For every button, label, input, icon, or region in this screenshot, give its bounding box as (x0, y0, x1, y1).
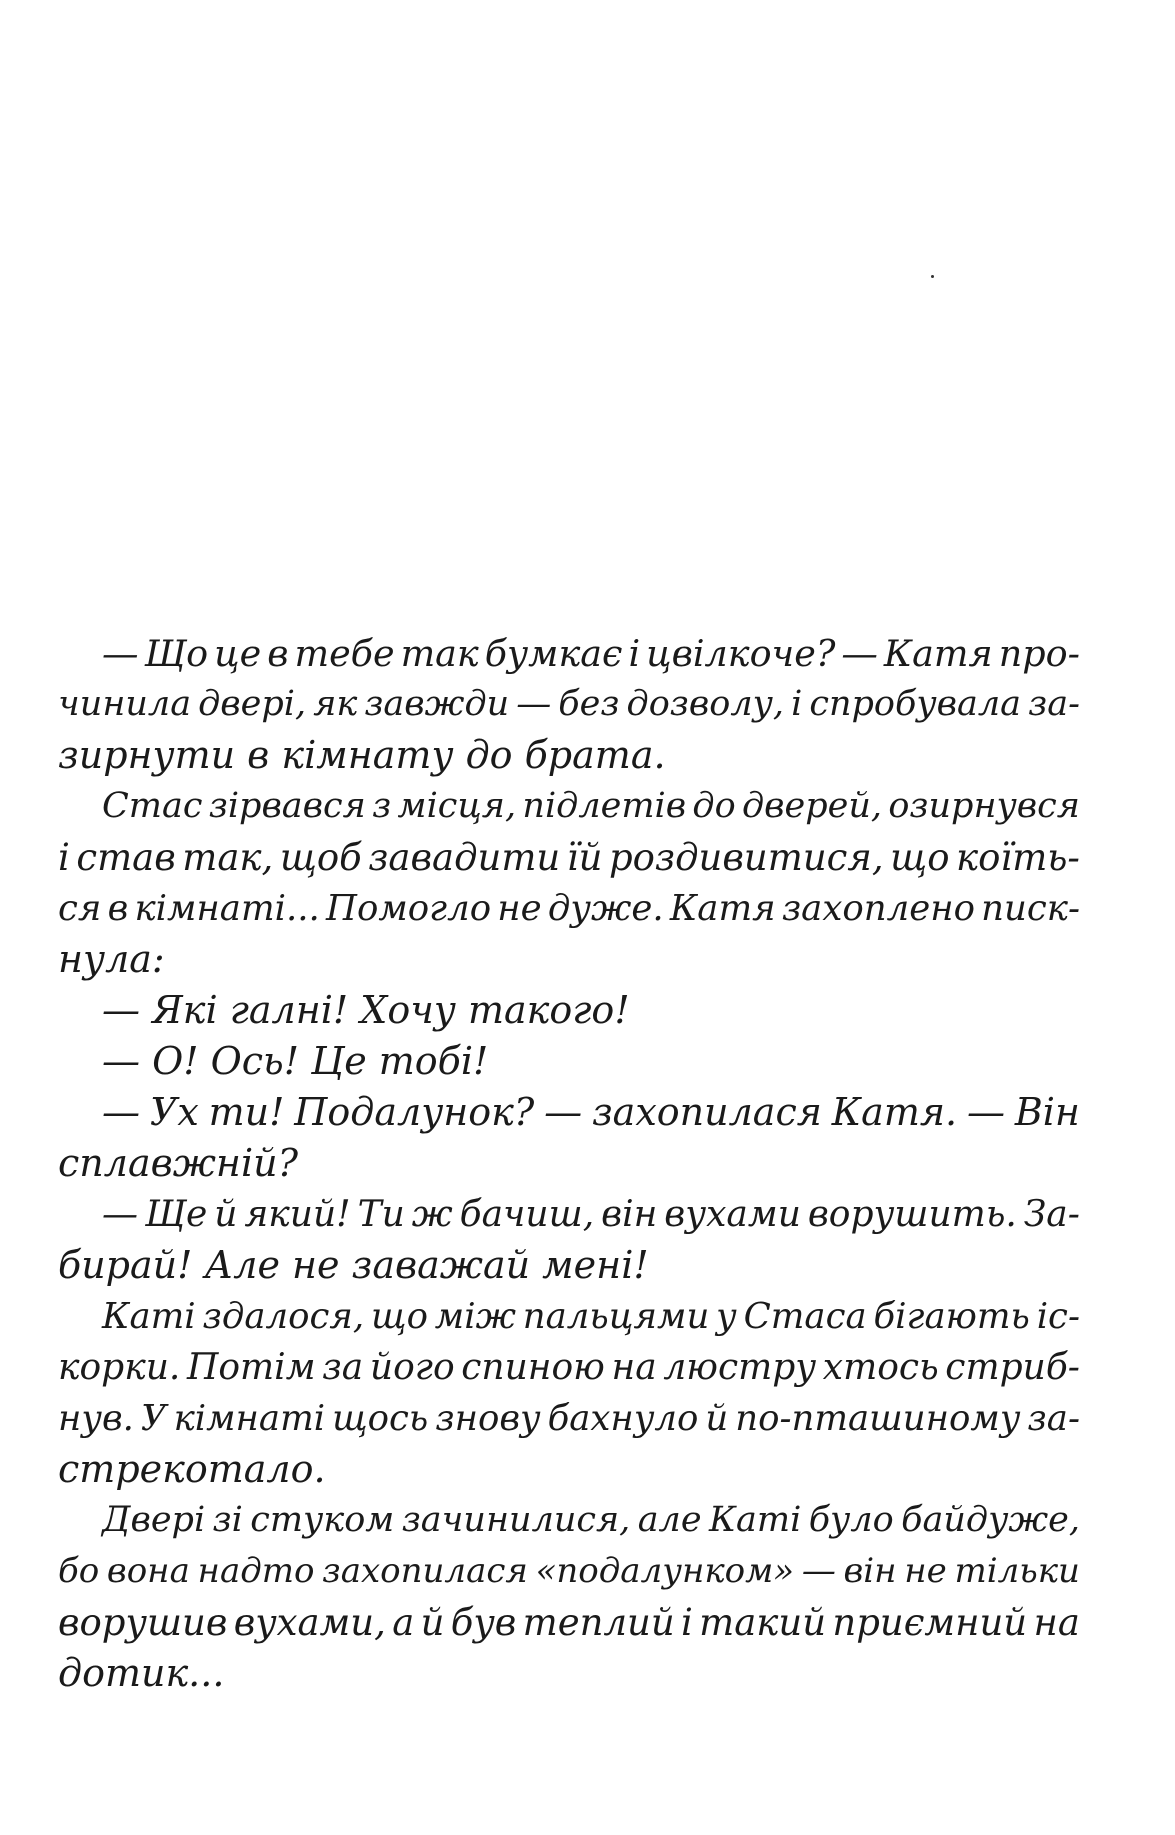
text-line: ворушив вухами, а й був теплий і такий приємний на (58, 1601, 1080, 1644)
text-line: дотик... (58, 1651, 225, 1695)
text-line: чинила двері, як завжди — без дозволу, і спробувала за- (58, 684, 1080, 724)
text-line: зирнути в кімнату до брата. (58, 733, 666, 777)
text-line: корки. Потім за його спиною на люстру хтось стриб- (58, 1347, 1080, 1388)
text-line: — Які галні! Хочу такого! (102, 988, 630, 1032)
text-line: Стас зірвався з місця, підлетів до дверей, озирнувся (102, 786, 1080, 826)
story-text (58, 628, 1080, 1699)
text-line: бирай! Але не заважай мені! (58, 1243, 649, 1287)
text-line: — Що це в тебе так бумкає і цвілкоче? — Катя про- (102, 632, 1080, 675)
print-speck (931, 275, 934, 278)
text-line: — Ще й який! Ти ж бачиш, він вухами ворушить. За- (102, 1194, 1080, 1235)
text-line: Каті здалося, що між пальцями у Стаса бігають іс- (102, 1296, 1080, 1337)
text-line: нула: (58, 937, 165, 981)
text-line: ся в кімнаті... Помогло не дуже. Катя захоплено писк- (58, 888, 1080, 929)
text-line: Двері зі стуком зачинилися, але Каті було байдуже, (102, 1500, 1080, 1540)
text-line: і став так, щоб завадити їй роздивитися, що коїть- (58, 836, 1080, 879)
text-line: сплавжній? (58, 1141, 298, 1185)
text-line: стрекотало. (58, 1447, 326, 1491)
text-line: бо вона надто захопилася «подалунком» — він не тільки (58, 1551, 1080, 1591)
text-line: нув. У кімнаті щось знову бахнуло й по-пташиному за- (58, 1398, 1080, 1439)
text-line: — Ух ти! Подалунок? — захопилася Катя. — Він (102, 1090, 1080, 1134)
text-line: — О! Ось! Це тобі! (102, 1039, 489, 1083)
